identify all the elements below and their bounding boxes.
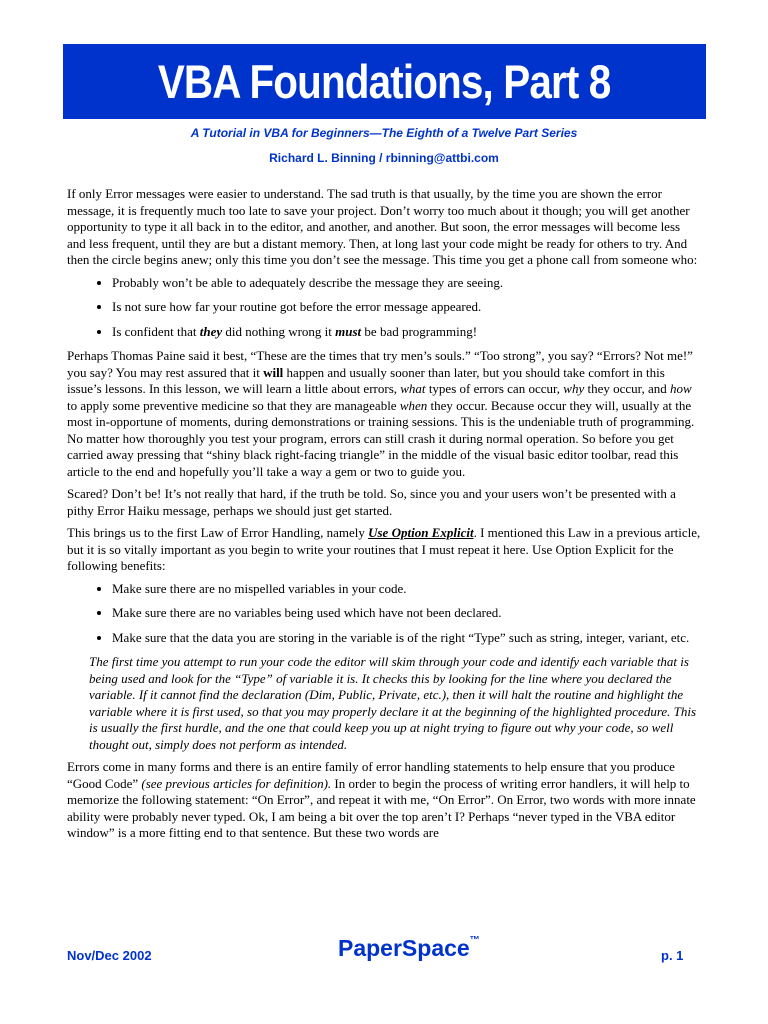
text-run: happen and usually sooner than later, but you should take comfort in this issue’s lessons. In this lesson, we will learn a little about errors, xyxy=(67,364,665,396)
emphasis-how: how xyxy=(670,381,692,396)
paragraph-paine xyxy=(67,348,701,480)
text-run: Is confident that xyxy=(112,323,200,339)
footer-brand xyxy=(338,935,480,962)
bullet-item: • Make sure that the data you are storing in the variable is of the right “Type” such as string, integer, variant, etc. xyxy=(112,630,701,647)
paragraph-on-error xyxy=(67,759,701,842)
text-run: . I mentioned this Law in a previous article, but it is so vitally important as you begin to write your routines that I must repeat it here. Use Option Explicit for the following benefits: xyxy=(67,525,701,573)
paragraph-intro: If only Error messages were easier to understand. The sad truth is that usually, by the time you are shown the error message, it is frequently much too late to save your project. Don’t worry too much about it though; you will get another opportunity to type it all back in to the editor, and another, and another. But soon, the error messages will become less and less frequent, until they are but a distant memory. Then, at long last your code might be ready for others to try. And then the circle begins anew; only this time you don’t see the message. This time you get a phone call from someone who: xyxy=(67,186,698,267)
article-body xyxy=(67,186,701,848)
author-line: Richard L. Binning / rbinning@attbi.com xyxy=(269,151,499,165)
bullet-item: • Is not sure how far your routine got before the error message appeared. xyxy=(112,299,701,316)
text-run: types of errors can occur, xyxy=(425,381,564,396)
text-run: Perhaps Thomas Paine said it best, “These are the times that try men’s souls.” “Too strong”, you say? “Errors? Not me!” you say? You may rest assured that it xyxy=(67,348,693,380)
page-title: VBA Foundations, Part 8 xyxy=(158,55,611,108)
text-run: Errors come in many forms and there is an entire family of error handling statements to help ensure that you produce “Good Code” xyxy=(67,759,675,791)
text-run: In order to begin the process of writing error handlers, it will help to memorize the following statement: “On Error”, and repeat it with me, “On Error”. On Error, two words with more innate ability were probably never typed. Ok, I am being a bit over the top aren’t I? Perhaps “never typed in the VBA editor window” is a more fitting end to that sentence. But these two words are xyxy=(67,775,696,840)
brand-name: PaperSpace xyxy=(338,935,470,961)
text-run: did nothing wrong it xyxy=(222,323,336,339)
emphasis-must: must xyxy=(335,323,362,339)
text-run: they occur. Because occur they will, usually at the most in-opportune of moments, during demonstrations or training sessions. This is the undeniable truth of programming. No matter how thoroughly you test your program, errors can still crash it during normal operation. So before you get carried away pressing that “shiny black right-facing triangle” in the middle of the visual basic editor toolbar, read this article to the end and hopefully you’ll take a way a gem or two to guide you. xyxy=(67,397,695,479)
emphasis-will: will xyxy=(263,364,284,380)
text-run: be bad programming! xyxy=(361,323,478,339)
emphasis-what: what xyxy=(400,381,426,396)
emphasis-they: they xyxy=(199,323,223,339)
subtitle: A Tutorial in VBA for Beginners—The Eighth of a Twelve Part Series xyxy=(190,126,578,140)
bullet-item: • Make sure there are no mispelled variables in your code. xyxy=(112,581,701,598)
bullet-list-callers xyxy=(67,275,701,341)
footer-date: Nov/Dec 2002 xyxy=(67,948,152,963)
emphasis-when: when xyxy=(399,397,428,413)
bullet-item: • Make sure there are no variables being used which have not been declared. xyxy=(112,605,701,622)
trademark-mark: ™ xyxy=(469,935,480,946)
bullet-list-benefits xyxy=(67,581,701,647)
bullet-item: • Probably won’t be able to adequately describe the message they are seeing. xyxy=(112,275,701,292)
italic-note: The first time you attempt to run your code the editor will skim through your code and identify each variable that is being used and look for the “Type” of variable it is. It checks this by looking for the line where you declared the variable. If it cannot find the declaration (Dim, Public, Private, etc.), then it will halt the routine and highlight the variable where it is first used, so that you may properly declare it at the beginning of the highlighted procedure. This is usually the first hurdle, and the one that could keep you up at night trying to figure out why your code, so well thought out, simply does not perform as intended. xyxy=(89,654,697,752)
text-run: to apply some preventive medicine so that they are manageable xyxy=(67,397,400,413)
paragraph-scared: Scared? Don’t be! It’s not really that hard, if the truth be told. So, since you and your users won’t be presented with a pithy Error Haiku message, perhaps we should just get started. xyxy=(67,486,676,518)
page-number: p. 1 xyxy=(661,948,684,963)
title-banner xyxy=(63,44,706,119)
law-option-explicit: Use Option Explicit xyxy=(368,525,474,540)
paragraph-law xyxy=(67,525,701,575)
bullet-item xyxy=(112,324,701,341)
emphasis-see-previous: (see previous articles for definition). xyxy=(141,775,332,791)
text-run: they occur, and xyxy=(584,381,671,396)
emphasis-why: why xyxy=(563,381,585,396)
text-run: This brings us to the first Law of Error Handling, namely xyxy=(67,525,369,540)
